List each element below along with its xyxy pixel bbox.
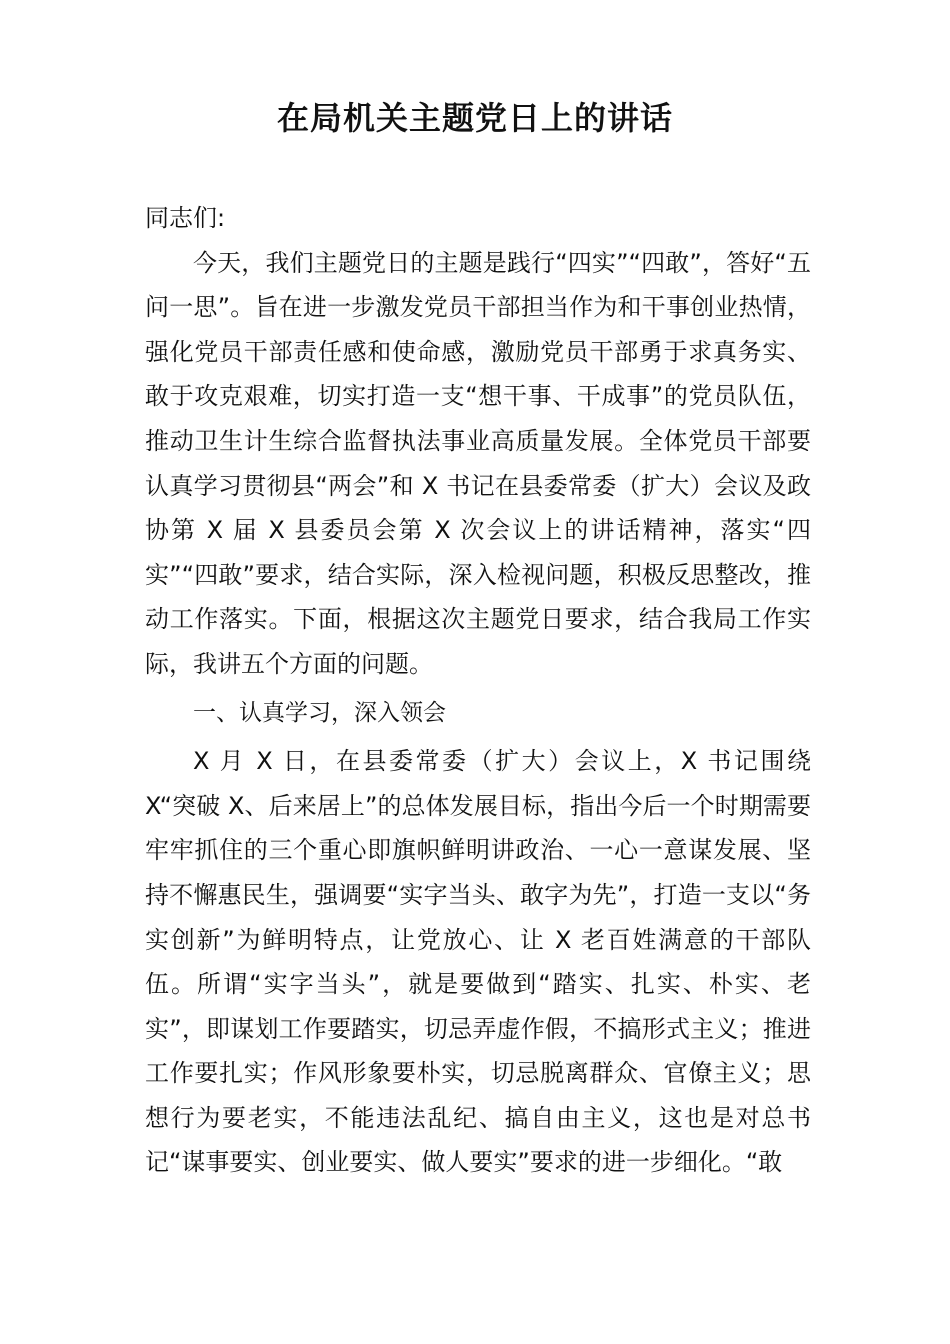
document-title: 在局机关主题党日上的讲话	[276, 99, 673, 137]
salutation: 同志们:	[145, 204, 226, 232]
section-heading-1: 一、认真学习，深入领会	[193, 699, 446, 726]
paragraph-intro: 今天，我们主题党日的主题是践行“四实”“四敢”，答好“五问一思”。旨在进一步激发党员干部担当作为和干事创业热情，强化党员干部责任感和使命感，激励党员干部勇于求真务实、敢于攻克艰难，切实打造一支“想干事、干成事”的党员队伍，推动卫生计生综合监督执法事业高质量发展。全体党员干部要认真学习贯彻县“两会”和 X 书记在县委常委（扩大）会议及政协第 X 届 X 县委员会第 X 次会议上的讲话精神，落实“四实”“四敢”要求，结合实际，深入检视问题，积极反思整改，推动工作落实。下面，根据这次主题党日要求，结合我局工作实际，我讲五个方面的问题。	[145, 248, 811, 678]
paragraph-section-1: X 月 X 日，在县委常委（扩大）会议上，X 书记围绕 X“突破 X、后来居上”的总体发展目标，指出今后一个时期需要牢牢抓住的三个重心即旗帜鲜明讲政治、一心一意谋发展、坚持不懈惠民生，强调要“实字当头、敢字为先”，打造一支以“务实创新”为鲜明特点，让党放心、让 X 老百姓满意的干部队伍。所谓“实字当头”，就是要做到“踏实、扎实、朴实、老实”，即谋划工作要踏实，切忌弄虚作假，不搞形式主义；推进工作要扎实；作风形象要朴实，切忌脱离群众、官僚主义；思想行为要老实，不能违法乱纪、搞自由主义，这也是对总书记“谋事要实、创业要实、做人要实”要求的进一步细化。“敢	[145, 747, 811, 1177]
document-body	[145, 196, 811, 1185]
